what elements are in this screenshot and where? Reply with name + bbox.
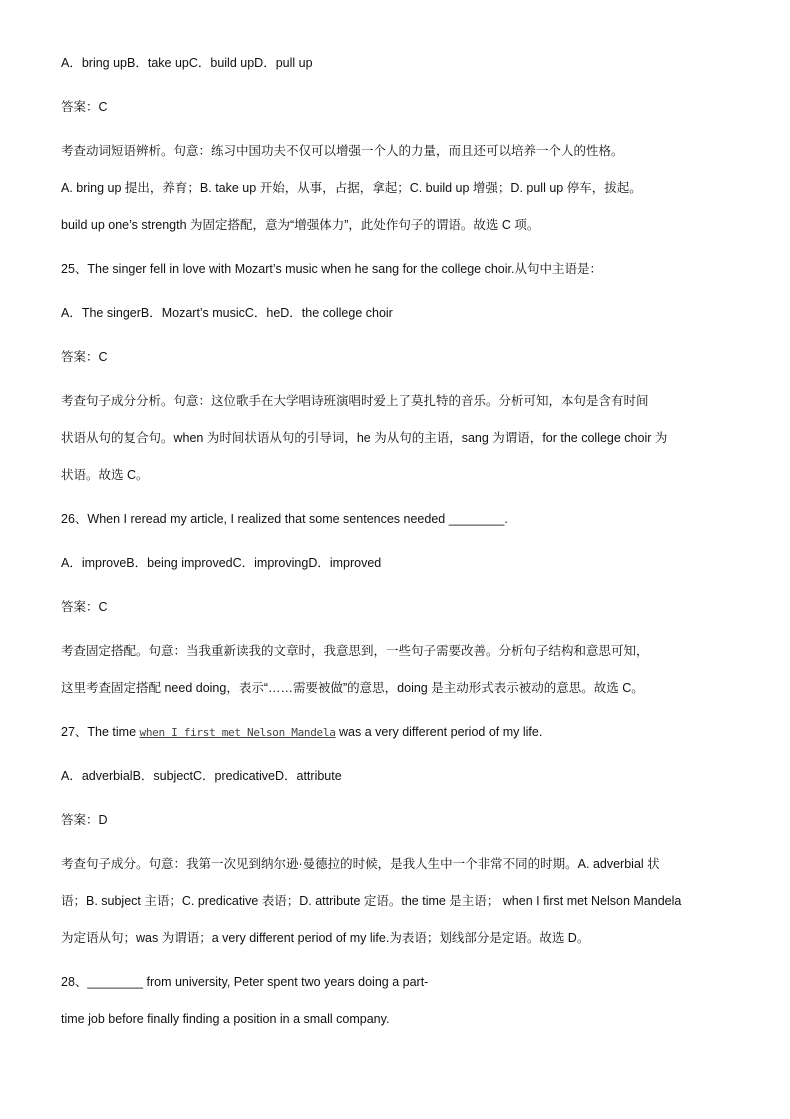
q27-prefix: 27、The time: [61, 725, 140, 739]
q27-explanation-1: 考查句子成分。句意：我第一次见到纳尔逊·曼德拉的时候，是我人生中一个非常不同的时期。A. adverbial 状: [61, 857, 660, 871]
q27-answer: 答案：D: [61, 813, 108, 827]
q27-explanation-3: 为定语从句；was 为谓语；a very different period of my life.为表语；划线部分是定语。故选 D。: [61, 931, 590, 945]
q24-explanation-1: 考查动词短语辨析。句意：练习中国功夫不仅可以增强一个人的力量，而且还可以培养一个人的性格。: [61, 144, 624, 158]
q28-question-1: 28、________ from university, Peter spent two years doing a part-: [61, 975, 429, 989]
q24-explanation-2: A. bring up 提出，养育；B. take up 开始，从事，占据，拿起；C. build up 增强；D. pull up 停车，拔起。: [61, 181, 642, 195]
q26-explanation-2: 这里考查固定搭配 need doing，表示“……需要被做”的意思，doing 是主动形式表示被动的意思。故选 C。: [61, 681, 644, 695]
q25-answer: 答案：C: [61, 350, 108, 364]
q26-answer: 答案：C: [61, 600, 108, 614]
q26-question: 26、When I reread my article, I realized that some sentences needed ________.: [61, 512, 508, 526]
q27-question: [61, 724, 741, 741]
q27-options: A．adverbialB．subjectC．predicativeD．attribute: [61, 769, 342, 783]
q27-explanation-2: 语；B. subject 主语；C. predicative 表语；D. attribute 定语。the time 是主语； when I first met Nelson Mandela: [61, 894, 682, 908]
q25-explanation-3: 状语。故选 C。: [61, 468, 149, 482]
q26-explanation-1: 考查固定搭配。句意：当我重新读我的文章时，我意思到，一些句子需要改善。分析句子结构和意思可知，: [61, 644, 649, 658]
q24-options: A．bring upB．take upC．build upD．pull up: [61, 56, 313, 70]
q25-options: A．The singerB．Mozart’s musicC．heD．the college choir: [61, 306, 393, 320]
q25-explanation-1: 考查句子成分分析。句意：这位歌手在大学唱诗班演唱时爱上了莫扎特的音乐。分析可知，本句是含有时间: [61, 394, 649, 408]
q28-question-2: time job before finally finding a position in a small company.: [61, 1012, 390, 1026]
q25-explanation-2: 状语从句的复合句。when 为时间状语从句的引导词，he 为从句的主语，sang 为谓语，for the college choir 为: [61, 431, 668, 445]
q25-question: 25、The singer fell in love with Mozart’s music when he sang for the college choir.从句中主语是：: [61, 262, 602, 276]
q24-explanation-3: build up one’s strength 为固定搭配，意为“增强体力”，此处作句子的谓语。故选 C 项。: [61, 218, 540, 232]
q27-suffix: was a very different period of my life.: [335, 725, 543, 739]
q27-underlined-clause: when I first met Nelson Mandela: [139, 726, 336, 739]
q26-options: A．improveB．being improvedC．improvingD．improved: [61, 556, 382, 570]
q24-answer: 答案：C: [61, 100, 108, 114]
